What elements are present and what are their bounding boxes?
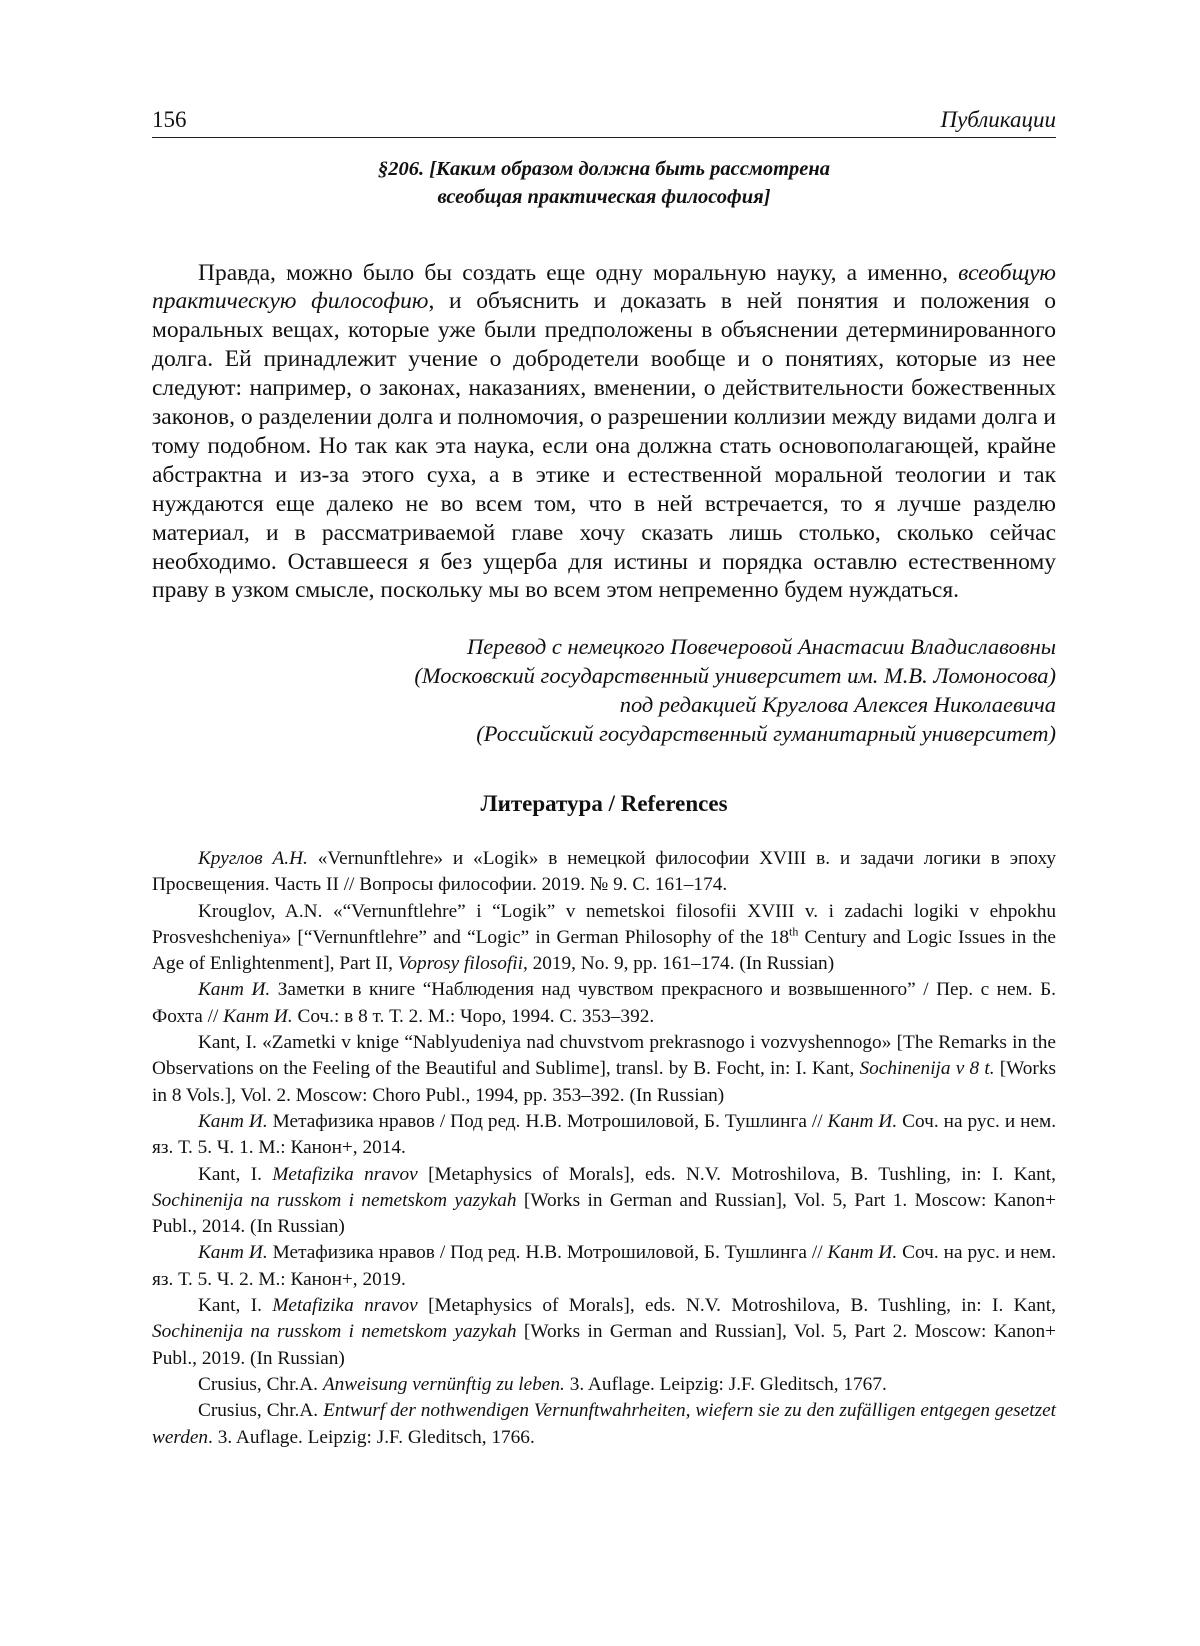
reference-item: Кант И. Метафизика нравов / Под ред. Н.В. Мотрошиловой, Б. Тушлинга // Кант И. Соч. на рус. и нем. яз. Т. 5. Ч. 1. М.: Канон+, 2014. xyxy=(152,1110,1057,1159)
references-title: Литература / References xyxy=(480,791,728,816)
credit-line: под редакцией Круглова Алексея Николаевича xyxy=(619,692,1056,717)
credit-line: (Российский государственный гуманитарный университет) xyxy=(476,721,1056,746)
section-title-line: всеобщая практическая философия] xyxy=(437,186,771,208)
reference-item: Кант И. Заметки в книге “Наблюдения над чувством прекрасного и возвышенного” / Пер. с нем. Б. Фохта // Кант И. Соч.: в 8 т. Т. 2. М.: Чоро, 1994. С. 353–392. xyxy=(152,979,1056,1027)
body-emphasis: всеобщую практическую философию xyxy=(152,259,1056,315)
references-list xyxy=(152,846,1056,1451)
section-title xyxy=(152,155,1056,211)
section-title-line: §206. [Каким образом должна быть рассмотрена xyxy=(377,158,831,180)
running-head: Публикации xyxy=(940,107,1056,132)
page-header xyxy=(152,103,1056,138)
body-text-span: Правда, можно было бы создать еще одну моральную науку, а именно, xyxy=(198,259,959,286)
page-number: 156 xyxy=(152,107,187,132)
body-paragraph xyxy=(152,259,1056,606)
body-text-span: , и объяснить и доказать в ней понятия и положения о моральных вещах, которые уже были предположены в объяснении детерминированного долга. Ей принадлежит учение о добродетели вообще и о понятиях, которые из нее следуют: например, о законах, наказаниях, вменении, о действительности божественных законов, о разделении долга и полномочия, о разрешении коллизии между видами долга и тому подобном. Но так как эта наука, если она должна стать основополагающей, крайне абстрактна и из-за этого суха, а в этике и естественной моральной теологии и так нуждаются еще далеко не во всем том, что в ней встречается, то я лучше разделю материал, и в рассматриваемой главе хочу сказать лишь столько, сколько сейчас необходимо. Оставшееся я без ущерба для истины и порядка оставлю естественному праву в узком смысле, поскольку мы во всем этом непременно будем нуждаться. xyxy=(152,288,1056,604)
translation-credits xyxy=(152,632,1056,748)
credit-line: (Московский государственный университет им. М.В. Ломоносова) xyxy=(414,663,1056,688)
reference-item: Crusius, Chr.A. Entwurf der nothwendigen Vernunftwahrheiten, wiefern sie zu den zufälligen entgegen gesetzet werden. 3. Auflage. Leipzig: J.F. Gleditsch, 1766. xyxy=(152,1400,1056,1448)
reference-item: Kant, I. Metafizika nravov [Metaphysics of Morals], eds. N.V. Motroshilova, B. Tushling, in: I. Kant, Sochinenija na russkom i nemetskom yazykah [Works in German and Russian], Vol. 5, Part 2. Moscow: Kanon+ Publ., 2019. (In Russian) xyxy=(152,1295,1056,1369)
reference-item: Kant, I. Metafizika nravov [Metaphysics of Morals], eds. N.V. Motroshilova, B. Tushling, in: I. Kant, Sochinenija na russkom i nemetskom yazykah [Works in German and Russian], Vol. 5, Part 1. Moscow: Kanon+ Publ., 2014. (In Russian) xyxy=(152,1163,1056,1238)
credit-line: Перевод с немецкого Повечеровой Анастасии Владиславовны xyxy=(467,634,1056,659)
reference-item: Кант И. Метафизика нравов / Под ред. Н.В. Мотрошиловой, Б. Тушлинга // Кант И. Соч. на рус. и нем. яз. Т. 5. Ч. 2. М.: Канон+, 2019. xyxy=(152,1242,1057,1290)
reference-item: Kant, I. «Zametki v knige “Nablyudeniya nad chuvstvom prekrasnogo i vozvyshennogo» [The Remarks in the Observations on the Feeling of the Beautiful and Sublime], transl. by B. Focht, in: I. Kant, Sochinenija v 8 t. [Works in 8 Vols.], Vol. 2. Moscow: Choro Publ., 1994, pp. 353–392. (In Russian) xyxy=(152,1032,1056,1106)
reference-item: Круглов А.Н. «Vernunftlehre» и «Logik» в немецкой философии XVIII в. и задачи логики в эпоху Просвещения. Часть II // Вопросы философии. 2019. № 9. С. 161–174. xyxy=(152,848,1056,896)
reference-item: Crusius, Chr.A. Anweisung vernünftig zu leben. 3. Auflage. Leipzig: J.F. Gleditsch, 1767. xyxy=(198,1373,887,1395)
reference-item: Krouglov, A.N. «“Vernunftlehre” i “Logik” v nemetskoi filosofii XVIII v. i zadachi logiki v ehpokhu Prosveshcheniya» [“Vernunftlehre” and “Logic” in German Philosophy of the 18th Century and Logic Issues in the Age of Enlightenment], Part II, Voprosy filosofii, 2019, No. 9, pp. 161–174. (In Russian) xyxy=(152,900,1056,975)
